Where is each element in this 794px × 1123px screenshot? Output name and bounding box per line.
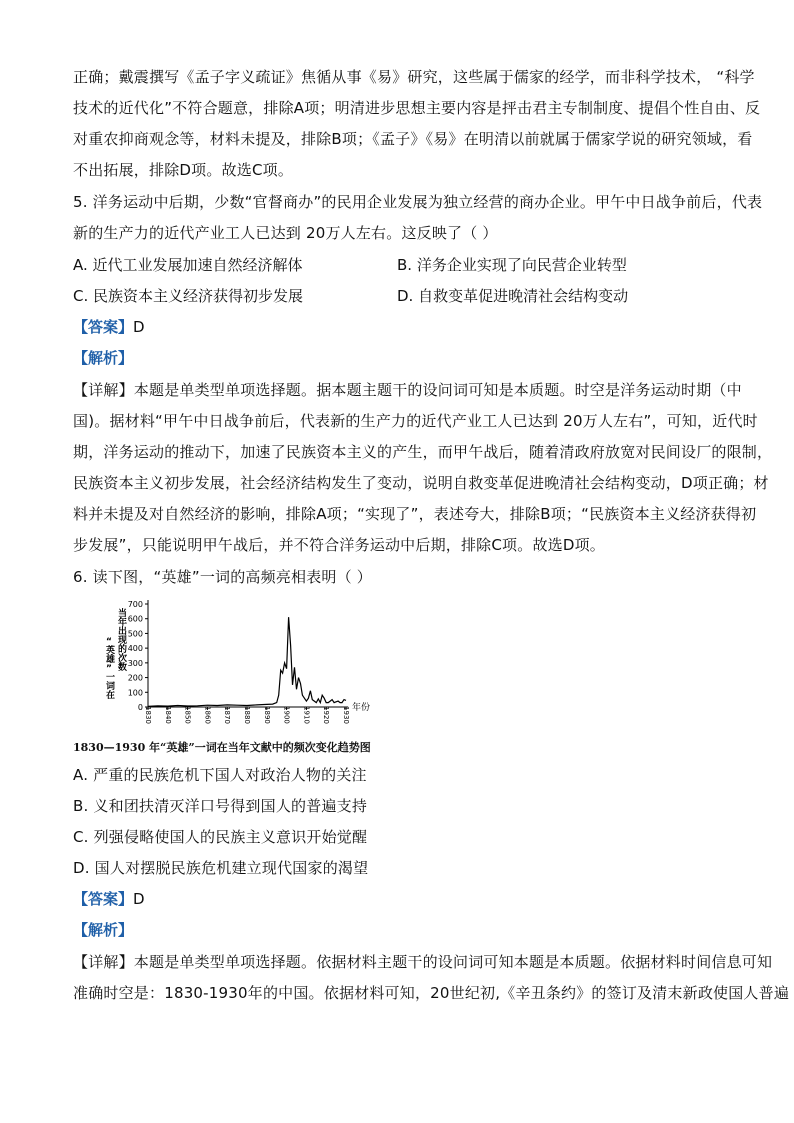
paragraph-line: 正确；戴震撰写《孟子字义疏证》焦循从事《易》研究，这些属于儒家的经学，而非科学技术， “科学	[73, 68, 755, 86]
x-tick-label: 1930	[342, 706, 350, 724]
q5-detail-line: 步发展”，只能说明甲午战后，并不符合洋务运动中后期，排除C项。故选D项。	[73, 536, 605, 554]
x-tick-label: 1850	[183, 706, 192, 724]
question-6-stem: 6. 读下图，“英雄”一词的高频亮相表明（ ）	[73, 568, 372, 586]
x-tick-label: 1890	[262, 706, 271, 724]
y-tick-label: 100	[127, 688, 143, 698]
q5-option-a: A. 近代工业发展加速自然经济解体	[73, 256, 303, 274]
question-5-stem: 新的生产力的近代产业工人已达到 20万人左右。这反映了（ ）	[73, 224, 498, 242]
q5-option-d: D. 自救变革促进晚清社会结构变动	[397, 287, 629, 305]
paragraph-line: 不出拓展，排除D项。故选C项。	[73, 161, 294, 179]
q6-answer	[73, 889, 145, 909]
y-tick-label: 400	[127, 644, 143, 654]
answer-label: 【答案】	[73, 318, 134, 336]
question-5-stem: 5. 洋务运动中后期，少数“官督商办”的民用企业发展为独立经营的商办企业。甲午中日战争前后，代表	[73, 193, 763, 211]
q5-detail-line: 期，洋务运动的推动下，加速了民族资本主义的产生，而甲午战后，随着清政府放宽对民间设厂的限制，	[73, 443, 773, 461]
series-line	[148, 617, 346, 706]
q6-analysis-label	[73, 920, 133, 940]
x-tick-label: 1880	[243, 706, 251, 724]
x-tick-label: 1910	[302, 706, 311, 724]
q6-option-d: D. 国人对摆脱民族危机建立现代国家的渴望	[73, 859, 369, 877]
x-tick-label: 1830	[144, 706, 152, 724]
analysis-label: 【解析】	[73, 349, 134, 367]
q6-option-a: A. 严重的民族危机下国人对政治人物的关注	[73, 766, 367, 784]
q5-option-c: C. 民族资本主义经济获得初步发展	[73, 287, 304, 305]
x-tick-label: 1840	[163, 706, 172, 724]
x-tick-label: 1900	[282, 706, 291, 724]
q6-detail-line: 【详解】本题是单类型单项选择题。依据材料主题干的设问词可知本题是本质题。依据材料时间信息可知	[73, 953, 773, 971]
paragraph-line: 技术的近代化”不符合题意，排除A项；明清进步思想主要内容是抨击君主专制制度、提倡个性自由、反	[73, 99, 761, 117]
y-tick-label: 300	[127, 658, 143, 668]
q5-detail-line: 【详解】本题是单类型单项选择题。据本题主题干的设问词可知是本质题。时空是洋务运动时期（中	[73, 381, 742, 399]
q6-option-c: C. 列强侵略使国人的民族主义意识开始觉醒	[73, 828, 368, 846]
q6-option-b: B. 义和团扶清灭洋口号得到国人的普遍支持	[73, 797, 368, 815]
y-tick-label: 600	[127, 614, 143, 624]
q5-analysis-label	[73, 348, 133, 368]
q5-detail-line: 民族资本主义初步发展，社会经济结构发生了变动，说明自救变革促进晚清社会结构变动，D项正确；材	[73, 474, 769, 492]
y-tick-label: 0	[137, 703, 143, 712]
paragraph-line: 对重农抑商观念等，材料未提及，排除B项；《孟子》《易》在明清以前就属于儒家学说的研究领域，看	[73, 130, 753, 148]
q5-detail-line: 料并未提及对自然经济的影响，排除A项；“实现了”，表述夸大，排除B项；“民族资本主义经济获得初	[73, 505, 757, 523]
q5-detail-line: 国)。据材料“甲午中日战争前后，代表新的生产力的近代产业工人已达到 20万人左右”，可知，近代时	[73, 412, 758, 430]
answer-label: 【答案】	[73, 890, 134, 908]
analysis-label: 【解析】	[73, 921, 134, 939]
q5-answer	[73, 317, 145, 337]
x-tick-label: 1870	[223, 706, 232, 724]
q5-option-b: B. 洋务企业实现了向民营企业转型	[397, 256, 627, 274]
y-axis-label: 当年出现的次数“英雄”一词在	[106, 609, 128, 701]
y-tick-label: 200	[127, 673, 143, 683]
x-axis-label: 年份	[352, 703, 371, 713]
answer-value: D	[133, 318, 145, 336]
frequency-chart	[78, 594, 408, 754]
x-tick-label: 1920	[322, 706, 331, 724]
chart-svg	[78, 594, 408, 734]
x-tick-label: 1860	[203, 706, 212, 724]
y-tick-label: 700	[127, 600, 143, 609]
answer-value: D	[133, 890, 145, 908]
y-tick-label: 500	[127, 629, 143, 639]
q6-detail-line: 准确时空是：1830-1930年的中国。依据材料可知，20世纪初,《辛丑条约》的签订及清末新政使国人普遍	[73, 984, 790, 1002]
chart-caption: 1830—1930 年“英雄”一词在当年文献中的频次变化趋势图	[73, 741, 371, 754]
